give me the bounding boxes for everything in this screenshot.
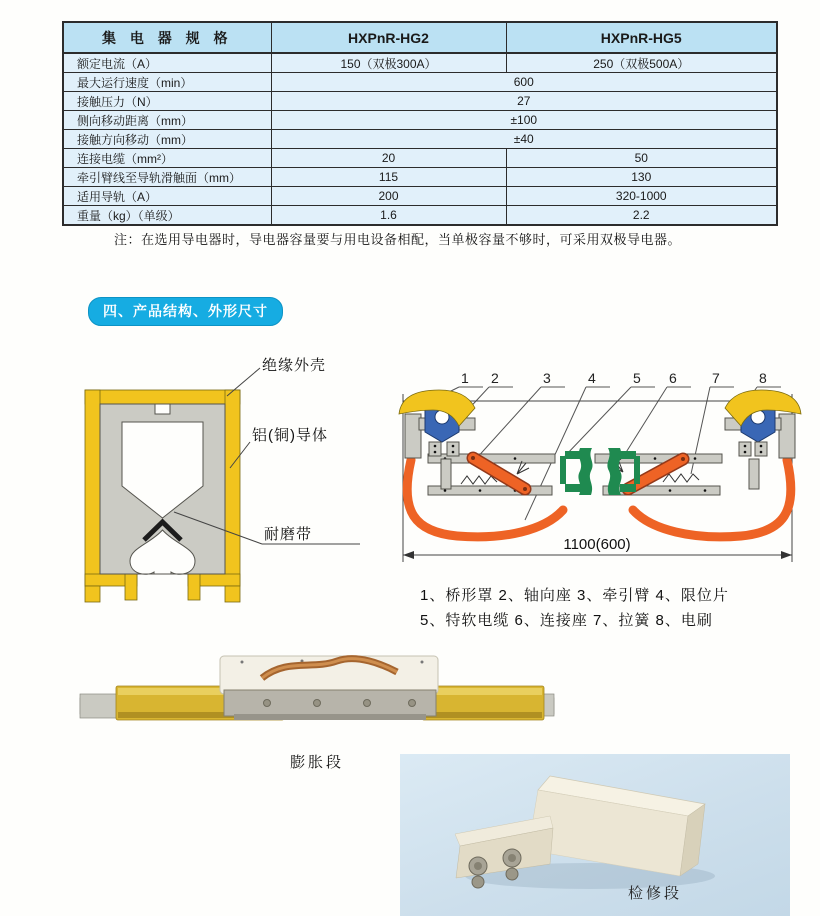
spec-row (63, 92, 777, 111)
note-text: 注：在选用导电器时，导电器容量要与用电设备相配，当单极容量不够时，可采用双极导电器。 (114, 232, 682, 247)
spec-table (62, 21, 778, 226)
spec-value-span: 27 (271, 92, 777, 111)
spec-row (63, 149, 777, 168)
spec-value: 115 (271, 168, 506, 187)
spec-row (63, 206, 777, 226)
section-header: 四、产品结构、外形尺寸 (88, 297, 283, 326)
spec-header-title: 集 电 器 规 格 (63, 22, 271, 53)
spec-value: 20 (271, 149, 506, 168)
spec-label: 牵引臂线至导轨滑触面（mm） (63, 168, 271, 187)
spec-value: 130 (506, 168, 777, 187)
spec-value: 200 (271, 187, 506, 206)
spec-label: 接触方向移动（mm） (63, 130, 271, 149)
spec-label: 接触压力（N） (63, 92, 271, 111)
callout-5: 5 (633, 370, 641, 386)
dimension-label: 1100(600) (563, 536, 631, 553)
legend-line-1: 1、桥形罩 2、轴向座 3、牵引臂 4、限位片 (420, 587, 729, 604)
spec-value: 1.6 (271, 206, 506, 226)
conductor-shape (100, 404, 225, 574)
expansion-section-photo (72, 648, 562, 748)
callout-1: 1 (461, 370, 469, 386)
callout-7: 7 (712, 370, 720, 386)
spec-label: 连接电缆（mm²） (63, 149, 271, 168)
spec-label: 最大运行速度（min） (63, 73, 271, 92)
expansion-caption: 膨胀段 (289, 754, 344, 771)
callout-3: 3 (543, 370, 551, 386)
spec-label: 侧向移动距离（mm） (63, 111, 271, 130)
spec-label: 额定电流（A） (63, 53, 271, 73)
spec-value: 150（双极300A） (271, 53, 506, 73)
spec-row (63, 111, 777, 130)
spec-value-span: 600 (271, 73, 777, 92)
center-joint-housing (220, 656, 438, 720)
inspection-caption: 检修段 (628, 885, 683, 902)
callout-6: 6 (669, 370, 677, 386)
callout-8: 8 (759, 370, 767, 386)
spec-row (63, 187, 777, 206)
label-wear-band: 耐磨带 (264, 526, 313, 543)
collector-schematic (395, 362, 805, 572)
callout-numbers (461, 370, 767, 386)
callout-2: 2 (491, 370, 499, 386)
spec-value: 320-1000 (506, 187, 777, 206)
spec-header-model-hg5: HXPnR-HG5 (506, 22, 777, 53)
spec-row (63, 130, 777, 149)
parts-legend (420, 583, 729, 633)
label-insulating-shell: 绝缘外壳 (262, 357, 327, 374)
soft-cable-shape (407, 460, 791, 537)
spec-row (63, 53, 777, 73)
legend-line-2: 5、特软电缆 6、连接座 7、拉簧 8、电刷 (420, 612, 713, 629)
inspection-part-shape (400, 754, 790, 916)
label-conductor: 铝(铜)导体 (252, 427, 328, 444)
spec-label: 重量（kg）（单级） (63, 206, 271, 226)
callout-4: 4 (588, 370, 596, 386)
spec-value: 250（双极500A） (506, 53, 777, 73)
spec-value-span: ±100 (271, 111, 777, 130)
spec-header-row (63, 22, 777, 53)
spec-row (63, 168, 777, 187)
spec-row (63, 73, 777, 92)
spec-value: 50 (506, 149, 777, 168)
inspection-section-photo (400, 754, 790, 916)
spec-header-model-hg2: HXPnR-HG2 (271, 22, 506, 53)
spec-value: 2.2 (506, 206, 777, 226)
spec-value-span: ±40 (271, 130, 777, 149)
cross-section-diagram (72, 348, 382, 610)
spec-label: 适用导轨（A） (63, 187, 271, 206)
